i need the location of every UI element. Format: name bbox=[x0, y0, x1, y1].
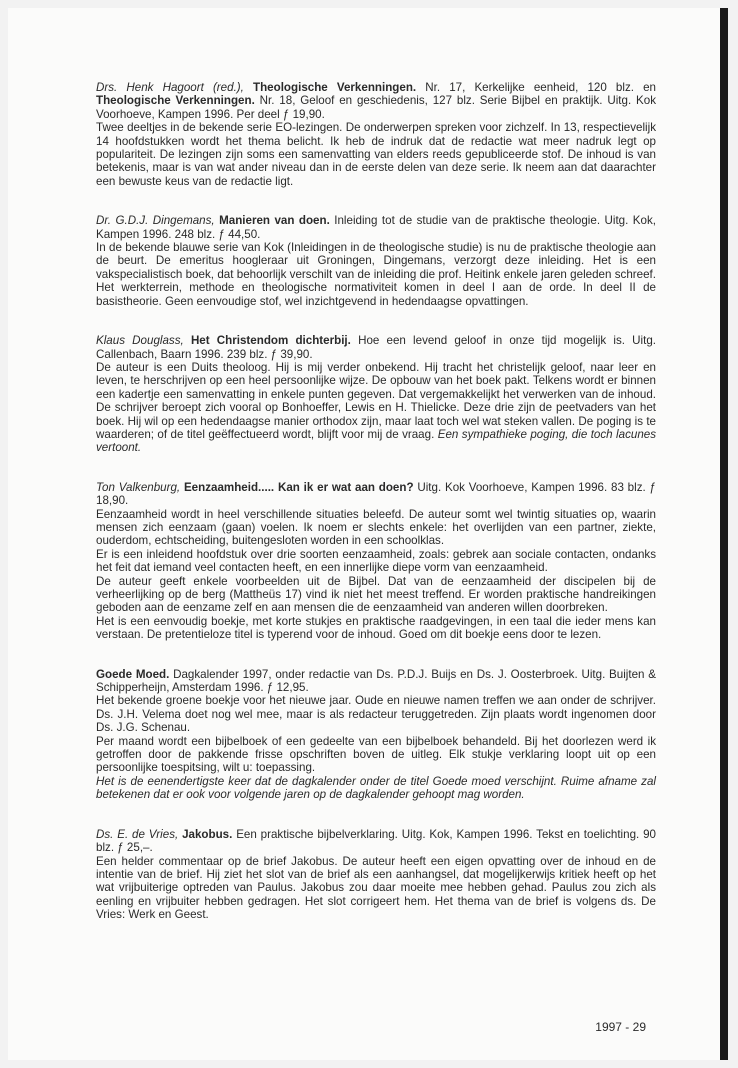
review-title: Theologische Verkenningen. bbox=[253, 81, 417, 94]
review-title: Jakobus. bbox=[182, 827, 233, 841]
review-heading bbox=[96, 334, 656, 361]
review-details: Uitg. Kok Voorhoeve, Kampen 1996. 83 blz. ƒ 18,90. bbox=[96, 480, 656, 508]
review-paragraph-text: De auteur is een Duits theoloog. Hij is mij verder onbekend. Hij tracht het christelijk geloof, naar leer en leven, te herschrijven op een heel persoonlijke wijze. De opbouw van het boek pakt. Telkens wordt er binnen een kadertje een samenvatting in enkele punten gegeven. Dat vergemakkelijkt het verwerken van de inhoud. De schrijver beroept zich vooral op Bonhoeffer, Lewis en H. Thielicke. Deze drie zijn de peetvaders van het boek. Hij wil op een hedendaagse manier orthodox zijn, maar laat toch wel wat steken vallen. De poging is te waarderen; of de titel geëffectueerd wordt, blijft voor mij de vraag. bbox=[96, 360, 656, 441]
review-details: Hoe een levend geloof in onze tijd mogelijk is. Uitg. Callenbach, Baarn 1996. 239 blz. ƒ 39,90. bbox=[96, 334, 656, 361]
review-de-vries bbox=[96, 828, 656, 922]
review-title: Manieren van doen. bbox=[219, 214, 330, 228]
review-details-2: Nr. 18, Geloof en geschiedenis, 127 blz. Serie Bijbel en praktijk. Uitg. Kok Voorhoeve, Kampen 1996. Per deel ƒ 19,90. bbox=[96, 94, 656, 121]
review-paragraph: De auteur geeft enkele voorbeelden uit de Bijbel. Dat van de eenzaamheid der discipelen bij de verheerlijking op de berg (Mattheüs 17) vind ik niet het meest treffend. Er worden praktische handreikingen geboden aan de eenzame zelf en aan mensen die de eenzaamheid van anderen willen doorbreken. bbox=[96, 574, 656, 615]
review-dingemans bbox=[96, 214, 656, 308]
review-heading bbox=[96, 214, 656, 241]
review-conclusion: Een sympathieke poging, die toch lacunes vertoont. bbox=[96, 427, 657, 455]
review-details: Een praktische bijbelverklaring. Uitg. Kok, Kampen 1996. Tekst en toelichting. 90 blz. ƒ 25,–. bbox=[96, 827, 656, 855]
review-details: Nr. 17, Kerkelijke eenheid, 120 blz. en bbox=[416, 81, 656, 94]
reviews-column bbox=[96, 81, 656, 922]
review-title-2: Theologische Verkenningen. bbox=[96, 94, 255, 108]
review-heading bbox=[96, 668, 656, 695]
review-douglass bbox=[96, 334, 656, 455]
review-paragraph: Een helder commentaar op de brief Jakobus. De auteur heeft een eigen opvatting over de inhoud en de intentie van de brief. Hij ziet het slot van de brief als een aanhangsel, dat mogelijkerwijs kritiek heeft op het wat vrijbuiterige optreden van Paulus. Jakobus zou daar moeite mee hebben gehad. Paulus zou zich als eenling en vrijbuiter hebben gedragen. Het slot corrigeert hem. Het thema van de brief is volgens ds. De Vries: Werk en Geest. bbox=[96, 854, 656, 922]
review-paragraph: Eenzaamheid wordt in heel verschillende situaties beleefd. De auteur somt wel twintig situaties op, waarin mensen zich eenzaam (gaan) voelen. Ik noem er slechts enkele: het overlijden van een partner, ziekte, ouderdom, echtscheiding, buitengesloten worden in een schoolklas. bbox=[96, 507, 656, 548]
review-conclusion: Het is de eenendertigste keer dat de dagkalender onder de titel Goede moed verschijnt. Ruime afname zal betekenen dat er ook voor volgende jaren op de dagkalender gehoopt mag worden. bbox=[96, 774, 656, 802]
page bbox=[8, 8, 728, 1060]
review-author: Klaus Douglass, bbox=[96, 334, 184, 348]
review-paragraph: Het bekende groene boekje voor het nieuwe jaar. Oude en nieuwe namen treffen we aan onder de schrijver. Ds. J.H. Velema doet nog wel mee, maar is als redacteur teruggetreden. Zijn plaats wordt ingenomen door Ds. J.G. Schenau. bbox=[96, 694, 656, 735]
review-title: Goede Moed. bbox=[96, 667, 170, 681]
review-paragraph: Per maand wordt een bijbelboek of een gedeelte van een bijbelboek behandeld. Bij het doorlezen werd ik getroffen door de pakkende frisse opschriften boven de uitleg. Elk stukje verklaring loopt uit op een persoonlijke toespitsing, wilt u: toepassing. bbox=[96, 734, 656, 775]
review-paragraph: Twee deeltjes in de bekende serie EO-lezingen. De onderwerpen spreken voor zichzelf. In 13, respectievelijk 14 hoofdstukken wordt het thema belicht. Ik heb de indruk dat de redactie wat meer nadruk legt op populariteit. De lezingen zijn soms een samenvatting van elders reeds gepubliceerde stof. De inhoud is van betekenis, maar is van wat ander niveau dan in de eerste delen van deze serie. Ik neem aan dat daarachter een bewuste keus van de redactie ligt. bbox=[96, 121, 656, 188]
review-title: Het Christendom dichterbij. bbox=[190, 334, 351, 348]
review-paragraph: Er is een inleidend hoofdstuk over drie soorten eenzaamheid, zoals: gebrek aan sociale contacten, ondanks het feit dat iemand veel contacten heeft, en een innerlijke diepe vorm van eenzaamheid. bbox=[96, 547, 656, 575]
review-goede-moed bbox=[96, 668, 656, 802]
review-details: Dagkalender 1997, onder redactie van Ds. P.D.J. Buijs en Ds. J. Oosterbroek. Uitg. Buijten & Schipperheijn, Amsterdam 1996. ƒ 12,95. bbox=[96, 667, 656, 695]
review-hagoort bbox=[96, 81, 656, 188]
review-valkenburg bbox=[96, 481, 656, 642]
review-author: Drs. Henk Hagoort (red.), bbox=[96, 81, 244, 94]
review-paragraph: Het is een eenvoudig boekje, met korte stukjes en praktische raadgevingen, in een taal die ieder mens kan verstaan. De pretentieloze titel is typerend voor de inhoud. Goed om dit boekje eens door te lezen. bbox=[96, 614, 656, 642]
review-paragraph: In de bekende blauwe serie van Kok (Inleidingen in de theologische studie) is nu de praktische theologie aan de beurt. De emeritus hoogleraar uit Groningen, Dingemans, verzorgt deze inleiding. Het is een vakspecialistisch boek, dat behoorlijk verschilt van de inleiding die prof. Heitink enkele jaren geleden schreef. Het werkterrein, methode en theologische normativiteit komen in deel I aan de orde. In deel II de basistheorie. Geen eenvoudige stof, wel inzichtgevend in hedendaagse opvattingen. bbox=[96, 241, 656, 308]
review-paragraph bbox=[96, 361, 656, 455]
review-heading bbox=[96, 828, 656, 855]
review-heading bbox=[96, 81, 656, 121]
review-title: Eenzaamheid..... Kan ik er wat aan doen? bbox=[183, 480, 414, 494]
review-author: Dr. G.D.J. Dingemans, bbox=[96, 214, 215, 228]
review-details: Inleiding tot de studie van de praktische theologie. Uitg. Kok, Kampen 1996. 248 blz. ƒ 44,50. bbox=[96, 214, 656, 241]
page-number: 1997 - 29 bbox=[595, 1020, 646, 1034]
review-author: Ds. E. de Vries, bbox=[96, 827, 179, 841]
review-heading bbox=[96, 481, 656, 508]
review-author: Ton Valkenburg, bbox=[96, 480, 181, 494]
